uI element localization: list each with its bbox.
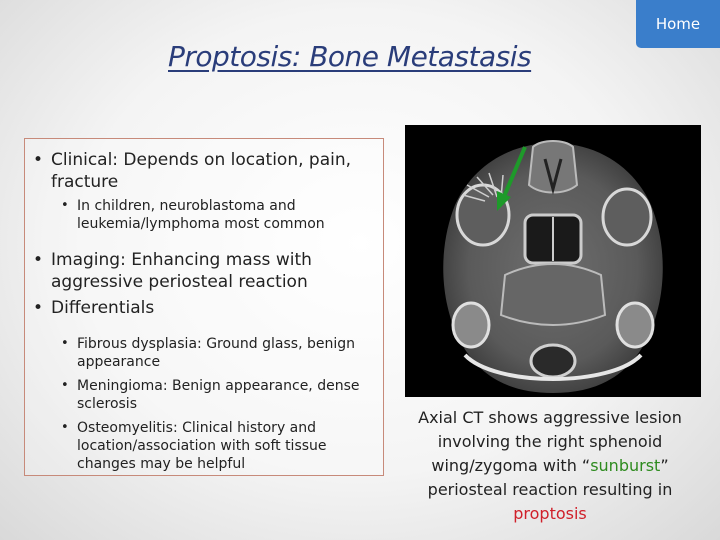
diff-osteomyelitis: • Osteomyelitis: Clinical history and location/association with soft tissue changes may be helpful — [31, 419, 371, 473]
caption-highlight-proptosis: proptosis — [513, 504, 587, 523]
bullet-differentials: • Differentials — [31, 297, 371, 319]
diff-meningioma: • Meningioma: Benign appearance, dense sclerosis — [31, 377, 371, 413]
caption-text-2: ” periosteal reaction resulting in — [427, 456, 673, 499]
page-title: Proptosis: Bone Metastasis — [168, 40, 532, 73]
diff-fibrous-dysplasia: • Fibrous dysplasia: Ground glass, benign appearance — [31, 335, 371, 371]
content-box — [24, 138, 384, 476]
ct-image — [405, 125, 701, 397]
image-caption — [400, 406, 700, 526]
bullet-clinical: • Clinical: Depends on location, pain, fracture — [31, 149, 371, 193]
caption-highlight-sunburst: sunburst — [590, 456, 661, 475]
ct-scan-illustration — [405, 125, 701, 397]
home-button[interactable]: Home — [636, 0, 720, 48]
caption-text-1: Axial CT shows aggressive lesion involving the right sphenoid wing/zygoma with “ — [418, 408, 682, 475]
sub-bullet-children: • In children, neuroblastoma and leukemia/lymphoma most common — [31, 197, 371, 233]
bullet-imaging: • Imaging: Enhancing mass with aggressive periosteal reaction — [31, 249, 371, 293]
